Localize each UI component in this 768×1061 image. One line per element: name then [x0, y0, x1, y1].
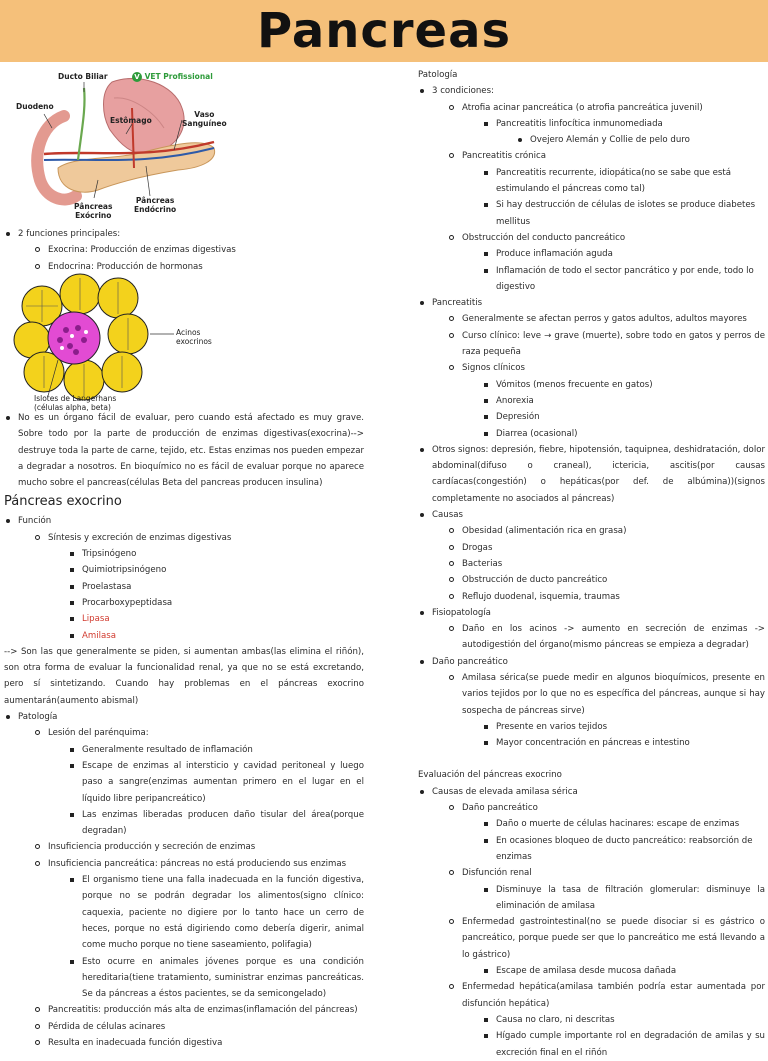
- label-estomago: Estômago: [110, 116, 152, 125]
- label-pancreas-endocrino: [134, 196, 176, 214]
- label-exocrinos: exocrinos: [176, 337, 212, 346]
- list-item: Generalmente resultado de inflamación: [68, 742, 364, 758]
- label-acinos-exocrinos: [176, 328, 212, 346]
- list-item: Daño en los acinos -> aumento en secreción de enzimas -> autodigestión del órgano(mismo páncreas se empieza a degradar): [448, 621, 765, 654]
- list-item: Pancreatitis: producción más alta de enzimas(inflamación del páncreas): [34, 1002, 364, 1018]
- list-item: Lesión del parénquima: Generalmente resultado de inflamación Escape de enzimas al intersticio y cavidad peritoneal y luego paso a sangre(enzimas aumentan primero en el lugar en el líquido libre peripancreático) Las enzimas liberadas producen daño tisular del área(porque degradan): [34, 725, 364, 839]
- list-item: Pérdida de células acinares: [34, 1019, 364, 1035]
- list-item: Atrofia acinar pancreática (o atrofia pancreática juvenil) Pancreatitis linfocítica inmunomediada Ovejero Alemán y Collie de pelo duro: [448, 100, 765, 149]
- label-vaso: Vaso: [194, 110, 215, 119]
- page-title: Pancreas: [256, 3, 512, 59]
- list-item: Generalmente se afectan perros y gatos adultos, adultos mayores: [448, 311, 765, 327]
- label-pancreas-endo-2: Endócrino: [134, 205, 177, 214]
- section-heading-pancreas-exocrino: Páncreas exocrino: [4, 494, 122, 510]
- list-item: Pancreatitis Generalmente se afectan perros y gatos adultos, adultos mayores Curso clínico: leve → grave (muerte), sobre todo en gatos y perros de raza pequeña Signos clínicos Vómitos (menos frecuente en gatos) Anorexia Depresión Diarrea (ocasional): [418, 295, 765, 442]
- list-item: Síntesis y excreción de enzimas digestivas Tripsinógeno Quimiotripsinógeno Proelastasa Procarboxypeptidasa Lipasa Amilasa: [34, 530, 364, 644]
- label-vaso-sanguineo: [182, 110, 227, 128]
- list-item: Amilasa sérica(se puede medir en algunos bioquímicos, presente en varios tejidos por lo que no es específica del páncreas, aunque si hay sospecha de páncreas sirve) Presente en varios tejidos Mayor concentración en páncreas e intestino: [448, 670, 765, 751]
- vet-logo-text: VET Profissional: [144, 72, 213, 81]
- right-column: [418, 67, 765, 1061]
- list-item: Diarrea (ocasional): [482, 426, 765, 442]
- pancreas-anatomy-illustration: [14, 68, 234, 228]
- vet-profissional-logo: [132, 72, 213, 82]
- section-label-evaluacion: Evaluación del páncreas exocrino: [418, 770, 562, 781]
- list-item: Causa no claro, ni descritas: [482, 1012, 765, 1028]
- section-label-patologia: Patología: [418, 70, 458, 80]
- list-item: Daño pancreático Daño o muerte de células hacinares: escape de enzimas En ocasiones bloqueo de ducto pancreático: reabsorción de enzimas: [448, 800, 765, 865]
- list-item: Daño pancreático Amilasa sérica(se puede medir en algunos bioquímicos, presente en varios tejidos por lo que no es específica del páncreas, aunque si hay sospecha de páncreas sirve) Presente en varios tejidos Mayor concentración en páncreas e intestino: [418, 654, 765, 752]
- label-islotes: Islotes de Langerhans: [34, 394, 117, 403]
- list-item: Produce inflamación aguda: [482, 246, 765, 262]
- list-item: Otros signos: depresión, fiebre, hipotensión, taquipnea, deshidratación, dolor abdominal(difuso o craneal), ictericia, ascitis(por causas cardíacas(congestión) o hepáticas(por def. de albúmina))(signos completamente no asociados al páncreas): [418, 442, 765, 507]
- list-item: Obstrucción del conducto pancreático Produce inflamación aguda Inflamación de todo el sector pancrático y por ende, todo lo digestivo: [448, 230, 765, 295]
- list-item: Enfermedad gastrointestinal(no se puede disociar si es gástrico o pancreático, porque puede ser que lo pancreático me está llevando a lo gástrico) Escape de amilasa desde mucosa dañada: [448, 914, 765, 979]
- vet-logo-icon: V: [132, 72, 142, 82]
- list-item: Disfunción renal Disminuye la tasa de filtración glomerular: disminuye la eliminación de amilasa: [448, 865, 765, 914]
- list-item: Signos clínicos Vómitos (menos frecuente en gatos) Anorexia Depresión Diarrea (ocasional): [448, 360, 765, 441]
- list-item: Endocrina: Producción de hormonas: [34, 259, 364, 275]
- enzyme-item: Procarboxypeptidasa: [68, 595, 364, 611]
- list-item: Función Síntesis y excreción de enzimas digestivas Tripsinógeno Quimiotripsinógeno Proelastasa Procarboxypeptidasa Lipasa Amilasa: [4, 513, 364, 643]
- acinos-islotes-figure: [14, 276, 224, 414]
- label-duodeno: Duodeno: [16, 102, 54, 111]
- list-item: Exocrina: Producción de enzimas digestivas: [34, 242, 364, 258]
- list-item: Curso clínico: leve → grave (muerte), sobre todo en gatos y perros de raza pequeña: [448, 328, 765, 361]
- list-item: Anorexia: [482, 393, 765, 409]
- list-item: El organismo tiene una falla inadecuada en la función digestiva, porque no se podrán degradar los alimentos(signo clínico: caquexia, paciente no digiere por lo tanto hace un cerro de heces, porque no está digiriendo como debería digerir, animal come mucho porque no tiene saseamiento, polifagia): [68, 872, 364, 953]
- list-item: Reflujo duodenal, isquemia, traumas: [448, 589, 765, 605]
- list-item: Escape de amilasa desde mucosa dañada: [482, 963, 765, 979]
- list-item: Vómitos (menos frecuente en gatos): [482, 377, 765, 393]
- list-item: Causas Obesidad (alimentación rica en grasa) Drogas Bacterias Obstrucción de ducto pancreático Reflujo duodenal, isquemia, traumas: [418, 507, 765, 605]
- list-item: Daño o muerte de células hacinares: escape de enzimas: [482, 816, 765, 832]
- list-item: En ocasiones bloqueo de ducto pancreático: reabsorción de enzimas: [482, 833, 765, 866]
- list-item: Obstrucción de ducto pancreático: [448, 572, 765, 588]
- note-paragraph: No es un órgano fácil de evaluar, pero cuando está afectado es muy grave. Sobre todo por la parte de producción de enzimas digestivas(exocrina)--> destruye toda la parte de carne, tejido, etc. Estas enzimas nos pueden empezar a degradar a nosotros. En bioquímico no es fácil de evaluar porque no aparece mucho sobre el pancreas(células Beta del pancreas producen insulina): [4, 410, 364, 491]
- pancreas-anatomy-figure: [14, 68, 234, 228]
- label-sanguineo: Sanguíneo: [182, 119, 227, 128]
- label-ducto-biliar: Ducto Biliar: [58, 72, 108, 81]
- label-pancreas-exo-2: Exócrino: [75, 211, 112, 220]
- list-item: Pancreatitis recurrente, idiopática(no se sabe que está estimulando el páncreas como tal): [482, 165, 765, 198]
- list-item: Inflamación de todo el sector pancrático y por ende, todo lo digestivo: [482, 263, 765, 296]
- list-item: Mayor concentración en páncreas e intestino: [482, 735, 765, 751]
- list-item: Resulta en inadecuada función digestiva: [34, 1035, 364, 1051]
- label-pancreas-endo-1: Pâncreas: [135, 196, 175, 205]
- enzyme-item: Proelastasa: [68, 579, 364, 595]
- list-item: Ovejero Alemán y Collie de pelo duro: [516, 132, 765, 148]
- list-item: Esto ocurre en animales jóvenes porque es una condición hereditaria(tiene tratamiento, suministrar enzimas pancreáticas. Se da páncreas a éstos pacientes, se da semicongelado): [68, 954, 364, 1003]
- label-acinos: Acinos: [176, 328, 201, 337]
- label-pancreas-exocrino: [74, 202, 112, 220]
- enzyme-item: Quimiotripsinógeno: [68, 562, 364, 578]
- enzyme-item: Tripsinógeno: [68, 546, 364, 562]
- list-item: Obesidad (alimentación rica en grasa): [448, 523, 765, 539]
- list-item: Las enzimas liberadas producen daño tisular del área(porque degradan): [68, 807, 364, 840]
- list-item: Bacterias: [448, 556, 765, 572]
- list-item: Si hay destrucción de células de islotes se produce diabetes mellitus: [482, 197, 765, 230]
- list-item: Insuficiencia pancreática: páncreas no está produciendo sus enzimas El organismo tiene una falla inadecuada en la función digestiva, porque no se podrán degradar los alimentos(signo clínico: caquexia, paciente no digiere por lo tanto hace un cerro de heces, porque no está digiriendo como debería digerir, animal come mucho porque no tiene saseamiento, polifagia) Esto ocurre en animales jóvenes porque es una condición hereditaria(tiene tratamiento, suministrar enzimas pancreáticas. Se da páncreas a éstos pacientes, se da semicongelado): [34, 856, 364, 1003]
- enzyme-item-highlight: Amilasa: [68, 628, 364, 644]
- enzymes-note: --> Son las que generalmente se piden, si aumentan ambas(las elimina el riñón), son otra forma de evaluar la funcionalidad renal, ya que no se está excretando, pero sí sintetizando. Cuando hay problemas en el páncreas exocrino aumentarán(aumento abismal): [4, 646, 364, 706]
- list-item: Hígado cumple importante rol en degradación de amilas y su excreción final en el riñón: [482, 1028, 765, 1061]
- list-item: 2 funciones principales: Exocrina: Producción de enzimas digestivas Endocrina: Producción de hormonas: [4, 226, 364, 275]
- label-pancreas-exo-1: Pâncreas: [74, 202, 113, 211]
- list-item: Presente en varios tejidos: [482, 719, 765, 735]
- label-celulas: (células alpha, beta): [34, 403, 111, 412]
- list-item: Enfermedad hepática(amilasa también podría estar aumentada por disfunción hepática) Causa no claro, ni descritas Hígado cumple importante rol en degradación de amilas y su excreción final en el riñón: [448, 979, 765, 1060]
- list-item: Causas de elevada amilasa sérica Daño pancreático Daño o muerte de células hacinares: escape de enzimas En ocasiones bloqueo de ducto pancreático: reabsorción de enzimas Disfunción renal Disminuye la tasa de filtración glomerular: disminuye la eliminación de amilasa Enfermedad gastrointestinal(no se puede disociar si es gástrico o pancreático, porque puede ser que lo pancreático me está llevando a lo gástrico) Escape de amilasa desde mucosa dañada Enfermedad hepática(amilasa también podría estar aumentada por disfunción hepática) Causa no claro, ni descritas Hígado cumple importante rol en degradación de amilas y su excreción final en el riñón: [418, 784, 765, 1061]
- list-item: Depresión: [482, 409, 765, 425]
- list-item: Pancreatitis linfocítica inmunomediada Ovejero Alemán y Collie de pelo duro: [482, 116, 765, 149]
- list-item: Pancreatitis crónica Pancreatitis recurrente, idiopática(no se sabe que está estimulando el páncreas como tal) Si hay destrucción de células de islotes se produce diabetes mellitus: [448, 148, 765, 229]
- left-column: [4, 410, 364, 1051]
- list-item: Disminuye la tasa de filtración glomerular: disminuye la eliminación de amilasa: [482, 882, 765, 915]
- list-item: Drogas: [448, 540, 765, 556]
- list-item: Insuficiencia producción y secreción de enzimas: [34, 839, 364, 855]
- intro-section: [4, 226, 364, 275]
- list-item: Escape de enzimas al intersticio y cavidad peritoneal y luego paso a sangre(enzimas aumentan primero en el lugar en el líquido libre peripancreático): [68, 758, 364, 807]
- list-item: Fisiopatología Daño en los acinos -> aumento en secreción de enzimas -> autodigestión del órgano(mismo páncreas se empieza a degradar): [418, 605, 765, 654]
- list-item: 3 condiciones: Atrofia acinar pancreática (o atrofia pancreática juvenil) Pancreatitis linfocítica inmunomediada Ovejero Alemán y Collie de pelo duro Pancreatitis crónica Pancreatitis recurrente, idiopática(no se sabe que está estimulando el páncreas como tal) Si hay destrucción de células de islotes se produce diabetes mellitus Obstrucción del conducto pancreático Produce inflamación aguda Inflamación de todo el sector pancrático y por ende, todo lo digestivo: [418, 83, 765, 295]
- enzyme-item-highlight: Lipasa: [68, 611, 364, 627]
- list-item: Patología Lesión del parénquima: Generalmente resultado de inflamación Escape de enzimas al intersticio y cavidad peritoneal y luego paso a sangre(enzimas aumentan primero en el lugar en el líquido libre peripancreático) Las enzimas liberadas producen daño tisular del área(porque degradan) Insuficiencia producción y secreción de enzimas Insuficiencia pancreática: páncreas no está produciendo sus enzimas El organismo tiene una falla inadecuada en la función digestiva, porque no se podrán degradar los alimentos(signo clínico: caquexia, paciente no digiere por lo tanto hace un cerro de heces, porque no está digiriendo como debería digerir, animal come mucho porque no tiene saseamiento, polifagia) Esto ocurre en animales jóvenes porque es una condición hereditaria(tiene tratamiento, suministrar enzimas pancreáticas. Se da páncreas a éstos pacientes, se da semicongelado) Pancreatitis: producción más alta de enzimas(inflamación del páncreas) Pérdida de células acinares Resulta en inadecuada función digestiva: [4, 709, 364, 1051]
